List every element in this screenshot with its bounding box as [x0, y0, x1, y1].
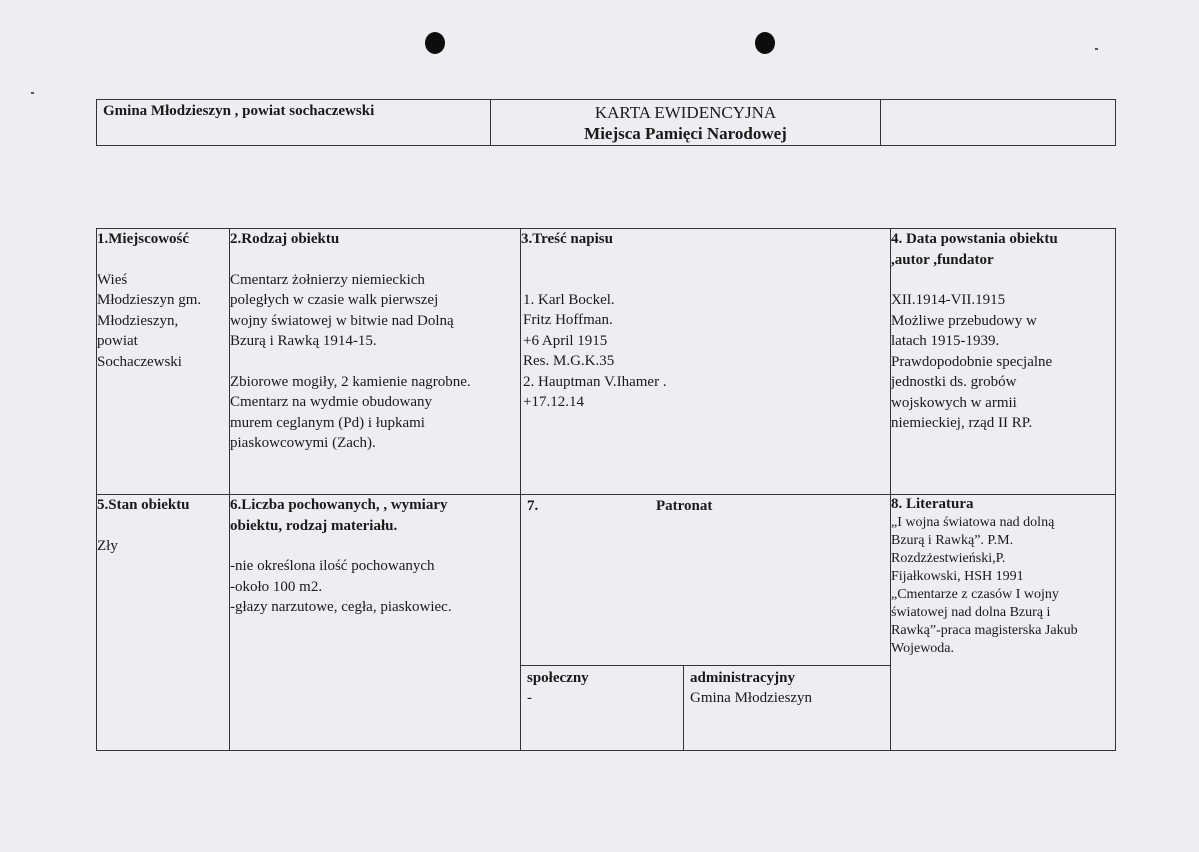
header-title-line2: Miejsca Pamięci Narodowej: [584, 124, 787, 143]
scan-speck: [31, 92, 34, 94]
patronage-number: 7.: [527, 498, 539, 514]
record-table: [96, 228, 1116, 751]
cell-condition: [97, 495, 230, 751]
literature-title: 8. Literatura: [891, 496, 974, 512]
patronage-title: Patronat: [656, 498, 713, 514]
punch-hole-right: [755, 32, 775, 54]
header-municipality: Gmina Młodzieszyn , powiat sochaczewski: [97, 100, 491, 146]
inscription-text: 1. Karl Bockel. Fritz Hoffman. +6 April 1915 Res. M.G.K.35 2. Hauptman V.Ihamer . +17.12.14: [523, 291, 667, 410]
condition-title: 5.Stan obiektu: [97, 497, 190, 513]
burials-value: -nie określona ilość pochowanych -około 100 m2. -głazy narzutowe, cegła, piaskowiec.: [230, 558, 452, 615]
inscription-title: 3.Treść napisu: [521, 231, 613, 247]
cell-locality: [97, 229, 230, 495]
object-type-title: 2.Rodzaj obiektu: [230, 231, 340, 247]
header-title-line1: KARTA EWIDENCYJNA: [594, 103, 777, 122]
date-author-title: 4. Data powstania obiektu ,autor ,fundator: [891, 231, 1058, 268]
header-table: [96, 99, 1116, 146]
cell-object-type: [230, 229, 521, 495]
literature-list: „I wojna światowa nad dolną Bzurą i Rawką”. P.M. Rozdzżestwieński,P. Fijałkowski, HSH 1991 „Cmentarze z czasów I wojny światowej nad dolna Bzurą i Rawką”-praca magisterska Jakub Wojewoda.: [891, 515, 1078, 656]
condition-value: Zły: [97, 537, 118, 554]
patronage-admin-label: administracyjny: [690, 670, 795, 686]
cell-literature: [891, 495, 1116, 751]
header-title: [491, 100, 881, 146]
cell-date-author: [891, 229, 1116, 495]
cell-patronage: [521, 495, 891, 751]
patronage-social-label: społeczny: [527, 670, 589, 686]
object-type-description: Cmentarz żołnierzy niemieckich poległych w czasie walk pierwszej wojny światowej w bitwie nad Dolną Bzurą i Rawką 1914-15.: [230, 271, 454, 349]
patronage-social: [521, 666, 684, 750]
patronage-admin: [684, 666, 891, 750]
patronage-social-value: -: [527, 690, 532, 706]
header-right-cell: [881, 100, 1116, 146]
cell-burials: [230, 495, 521, 751]
cell-inscription: [521, 229, 891, 495]
locality-value: Wieś Młodzieszyn gm. Młodzieszyn, powiat Sochaczewski: [97, 271, 202, 370]
scan-speck: [1095, 48, 1098, 50]
patronage-admin-value: Gmina Młodzieszyn: [690, 690, 813, 706]
object-type-graves: Zbiorowe mogiły, 2 kamienie nagrobne. Cmentarz na wydmie obudowany murem ceglanym (Pd) i łupkami piaskowcowymi (Zach).: [230, 373, 471, 451]
burials-title: 6.Liczba pochowanych, , wymiary obiektu, rodzaj materiału.: [230, 497, 448, 534]
date-author-value: XII.1914-VII.1915 Możliwe przebudowy w latach 1915-1939. Prawdopodobnie specjalne jednostki ds. grobów wojskowych w armii niemieckiej, rząd II RP.: [891, 292, 1053, 431]
patronage-subtable: [521, 665, 891, 750]
locality-title: 1.Miejscowość: [97, 231, 190, 247]
punch-hole-left: [425, 32, 445, 54]
